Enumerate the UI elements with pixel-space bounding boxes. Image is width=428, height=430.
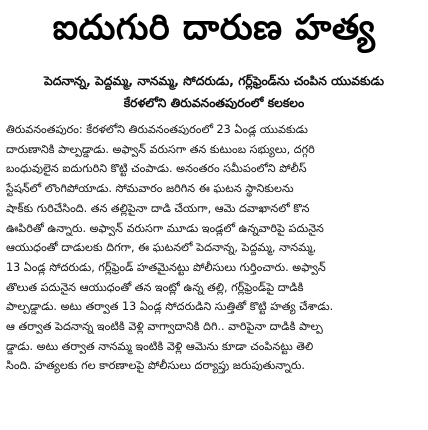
headline: ఐదుగురి దారుణ హత్య <box>52 7 376 48</box>
subheadline: కేరళలోని తిరువనంతపురంలో కలకలం <box>123 96 305 110</box>
body-line: ఆ తర్వాత పెదనాన్న ఇంటికి వెళ్లి వాగ్వాదానికి దిగి.. వారిపైనా దాడికి పాల్ప <box>6 320 323 334</box>
body-line: ఆయుధంతో దాడులకు దిగగా, ఈ ఘటనలో పెదనాన్న, పెద్దమ్మ, నానమ్మ, <box>6 241 317 255</box>
kicker: పెదనాన్న, పెద్దమ్మ, నానమ్మ, సోదరుడు, గర్ల్‌ఫ్రెండ్‌ను చంపిన యువకుడు <box>43 74 385 88</box>
body-line: తొలుత పదునైన ఆయుధంతో తన ఇంట్లో ఉన్న తల్లి, గర్ల్‌ఫ్రెండ్‌పై దాడికి <box>6 280 304 294</box>
body-line: దారుణానికి పాల్పడ్డాడు. అఫ్వాన్ వరుసగా తన కుటుంబ సభ్యులు, దగ్గరి <box>6 142 315 156</box>
body-line: బంధువులైన ఐదుగురిని కొట్టి చంపాడు. అనంతరం సమీపంలోని పోలీస్ <box>6 162 307 176</box>
body-line: స్టేషన్‌లో లొంగిపోయాడు. సోమవారం జరిగిన ఈ ఘటన స్థానికులను <box>6 182 294 196</box>
body-line: ఊపిరితో ఉన్నారు. అఫ్వాన్ వరుసగా మూడు ఇండ్లలో ఉన్నవారిపై పదునైన <box>6 221 324 235</box>
body-line: డ్డాడు. అటు తర్వాత నానమ్మ ఇంటికి వెళ్లి ఆమెను కూడా చంపినట్టు తెలి <box>6 339 314 353</box>
body-line: 13 ఏండ్ల సోదరుడు, గర్ల్‌ఫ్రెండ్ హతమైనట్టు పోలీసులు గుర్తించారు. అఫ్వాన్ <box>6 260 326 274</box>
body-line: పాల్పడ్డాడు. అటు తర్వాత 13 ఏండ్ల సోదరుడిని సుత్తితో కొట్టి హత్య చేశాడు. <box>6 300 334 314</box>
body-line: తిరువనంతపురం: కేరళలోని తిరువనంతపురంలో 23 ఏండ్ల యువకుడు <box>6 123 308 136</box>
body-line: షాక్‌కు గురిచేసింది. తన తల్లిపైనా దాడి చేయగా, ఆమె దవాఖానలో కొన <box>6 201 310 215</box>
body-line: సింది. హత్యలకు గల కారణాలపై పోలీసులు దర్యాప్తు జరుపుతున్నారు. <box>6 359 305 373</box>
article-body <box>6 120 422 376</box>
